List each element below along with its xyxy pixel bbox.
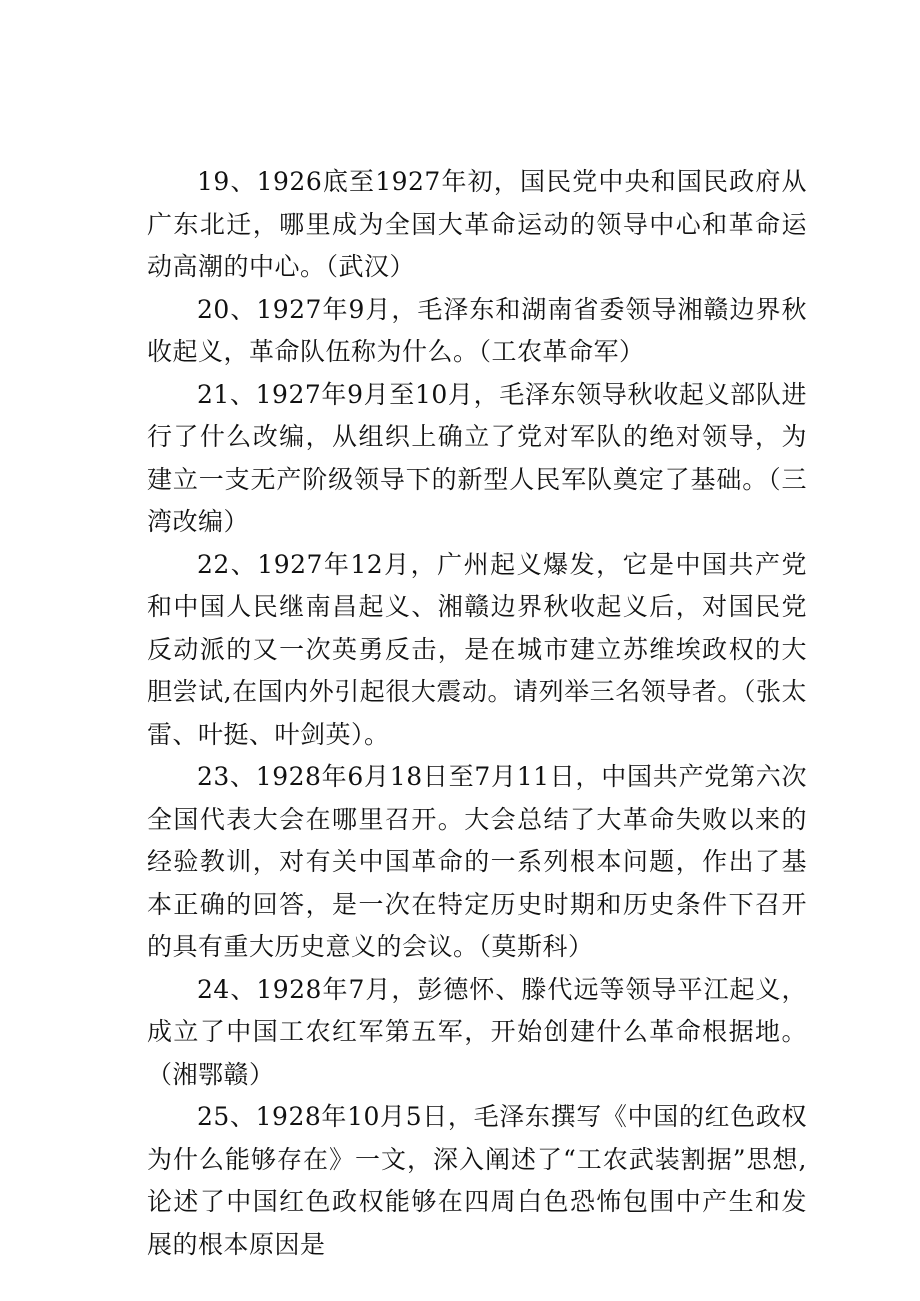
question-20: 20、1927年9月，毛泽东和湖南省委领导湘赣边界秋收起义，革命队伍称为什么。（工农革命军） [147, 294, 807, 366]
question-25: 25、1928年10月5日，毛泽东撰写《中国的红色政权为什么能够存在》一文，深入阐述了“工农武装割据”思想,论述了中国红色政权能够在四周白色恐怖包围中产生和发展的根本原因是 [147, 1102, 807, 1259]
question-21: 21、1927年9月至10月，毛泽东领导秋收起义部队进行了什么改编，从组织上确立了党对军队的绝对领导，为建立一支无产阶级领导下的新型人民军队奠定了基础。（三湾改编） [147, 379, 807, 536]
question-19: 19、1926底至1927年初，国民党中央和国民政府从广东北迁，哪里成为全国大革命运动的领导中心和革命运动高潮的中心。（武汉） [147, 167, 807, 281]
document-body [147, 161, 807, 1266]
question-23: 23、1928年6月18日至7月11日，中国共产党第六次全国代表大会在哪里召开。大会总结了大革命失败以来的经验教训，对有关中国革命的一系列根本问题，作出了基本正确的回答，是一次在特定历史时期和历史条件下召开的具有重大历史意义的会议。（莫斯科） [147, 762, 807, 961]
question-24: 24、1928年7月，彭德怀、滕代远等领导平江起义，成立了中国工农红军第五军，开始创建什么革命根据地。（湘鄂赣） [147, 974, 807, 1089]
question-22: 22、1927年12月，广州起义爆发，它是中国共产党和中国人民继南昌起义、湘赣边界秋收起义后，对国民党反动派的又一次英勇反击，是在城市建立苏维埃政权的大胆尝试,在国内外引起很大震动。请列举三名领导者。（张太雷、叶挺、叶剑英）。 [147, 549, 807, 749]
